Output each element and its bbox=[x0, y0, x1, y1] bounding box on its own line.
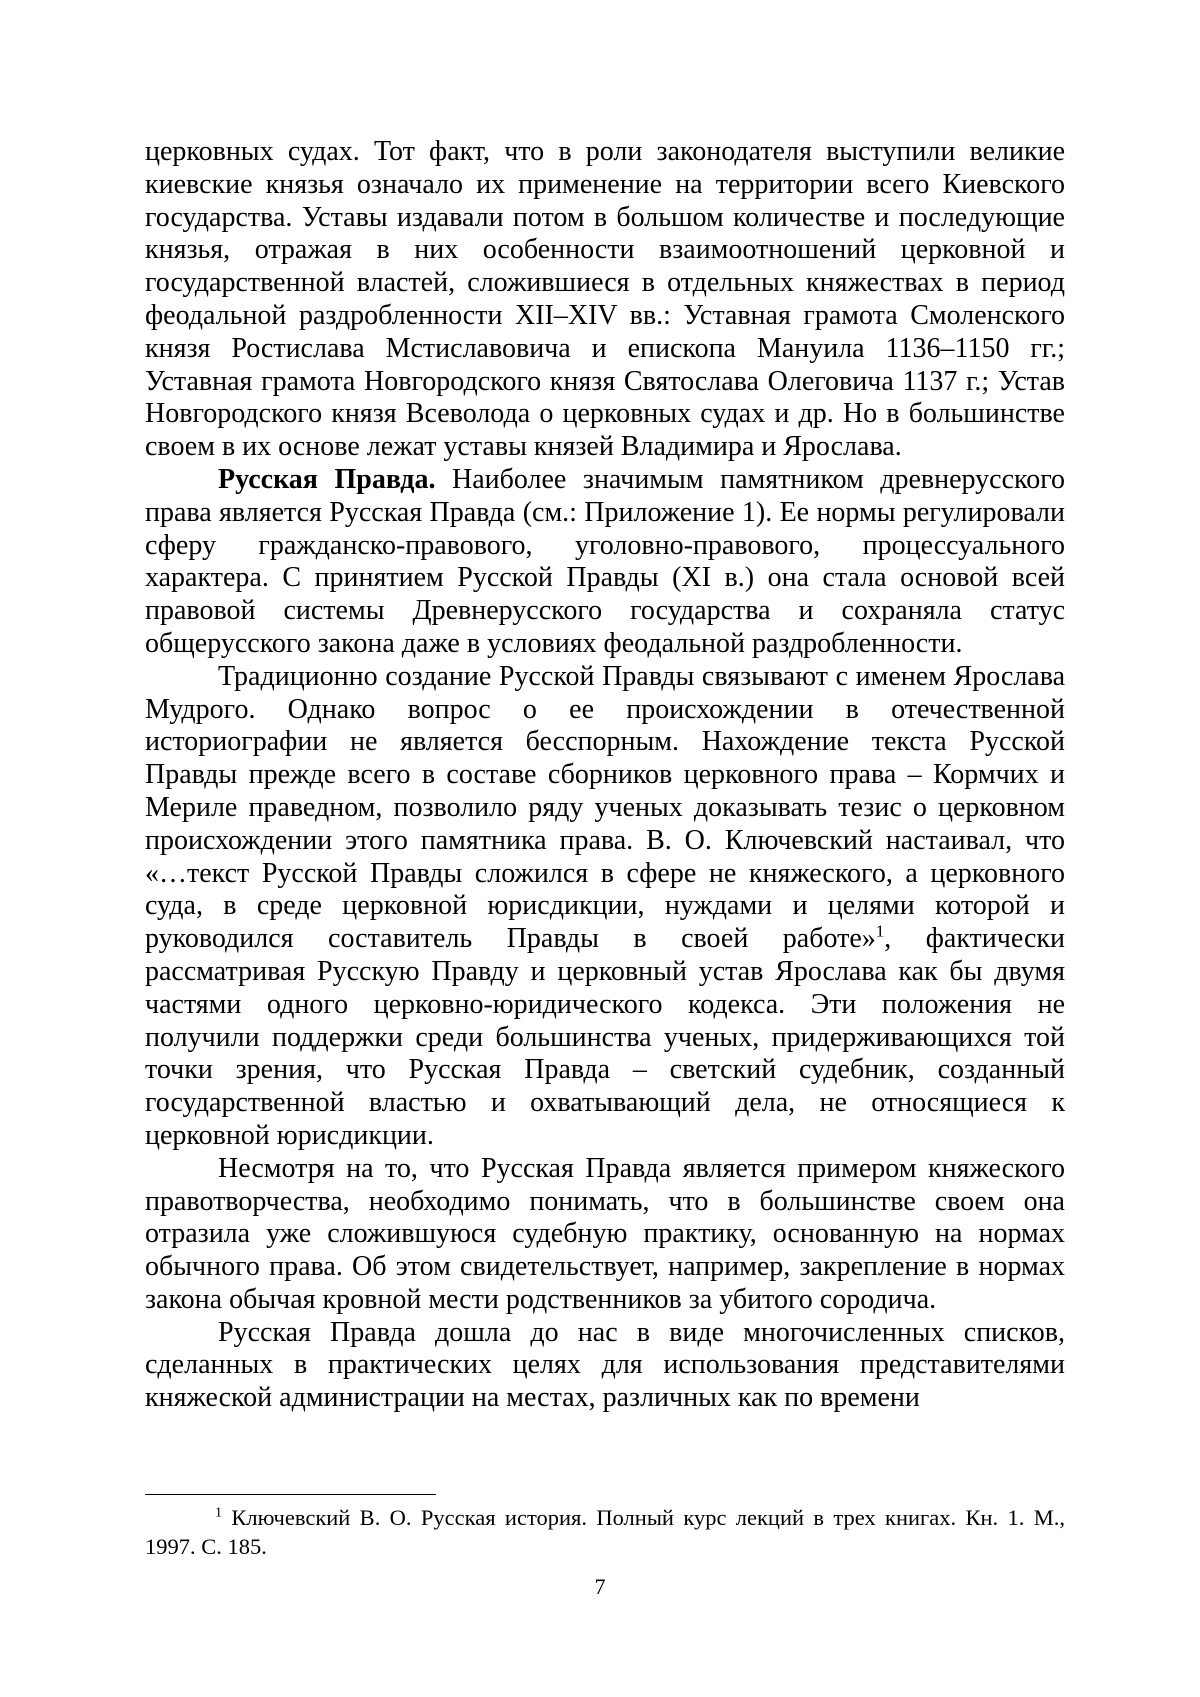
paragraph-text: Традиционно создание Русской Правды связывают с именем Ярослава Мудрого. Однако вопрос о ее происхождении в отечественной историографии не является бесспорным. Нахождение текста Русской Правды прежде всего в составе сборников церковного права – Кормчих и Мериле праведном, позволило ряду ученых доказывать тезис о церковном происхождении этого памятника права. В. О. Ключевский настаивал, что «…текст Русской Правды сложился в сфере не княжеского, а церковного суда, в среде церковной юрисдикции, нуждами и целями которой и руководился составитель Правды в своей работе» bbox=[145, 660, 1065, 955]
paragraph-lists: Русская Правда дошла до нас в виде многочисленных списков, сделанных в практических целях для использования представителями княжеской администрации на местах, различных как по времени bbox=[145, 1316, 1065, 1414]
section-heading: Русская Правда. bbox=[218, 463, 436, 495]
page-number: 7 bbox=[594, 1574, 606, 1599]
footnote-reference[interactable]: 1 bbox=[875, 921, 885, 941]
footnote bbox=[145, 1503, 1065, 1561]
paragraph-text: , фактически рассматривая Русскую Правду и церковный устав Ярослава как бы двумя частями одного церковно-юридического кодекса. Эти положения не получили поддержки среди большинства ученых, придерживающихся той точки зрения, что Русская Правда – светский судебник, созданный государственной властью и охватывающий дела, не относящиеся к церковной юрисдикции. bbox=[145, 923, 1065, 1151]
paragraph-practice: Несмотря на то, что Русская Правда является примером княжеского правотворчества, необходимо понимать, что в большинстве своем она отразила уже сложившуюся судебную практику, основанную на нормах обычного права. Об этом свидетельствует, например, закрепление в нормах закона обычая кровной мести родственников за убитого сородича. bbox=[145, 1152, 1065, 1315]
paragraph-continuation: церковных судах. Тот факт, что в роли законодателя выступили великие киевские князья означало их применение на территории всего Киевского государства. Уставы издавали потом в большом количестве и последующие князья, отражая в них особенности взаимоотношений церковной и государственной властей, сложившиеся в отдельных княжествах в период феодальной раздробленности XII–XIV вв.: Уставная грамота Смоленского князя Ростислава Мстиславовича и епископа Мануила 1136–1150 гг.; Уставная грамота Новгородского князя Святослава Олеговича 1137 г.; Устав Новгородского князя Всеволода о церковных судах и др. Но в большинстве своем в их основе лежат уставы князей Владимира и Ярослава. bbox=[145, 136, 1065, 463]
footnote-divider bbox=[145, 1494, 436, 1495]
footnote-number: 1 bbox=[215, 1505, 222, 1521]
paragraph-russkaya-pravda bbox=[145, 464, 1065, 661]
paragraph-origin bbox=[145, 661, 1065, 1153]
main-text bbox=[145, 136, 1065, 1415]
footnote-text: Ключевский В. О. Русская история. Полный курс лекций в трех книгах. Кн. 1. М., 1997. С. 185. bbox=[145, 1505, 1065, 1559]
page-body bbox=[145, 136, 1065, 1415]
paragraph-text: Наиболее значимым памятником древнерусского права является Русская Правда (см.: Приложение 1). Ее нормы регулировали сферу гражданско-правового, уголовно-правового, процессуального характера. С принятием Русской Правды (XI в.) она стала основой всей правовой системы Древнерусского государства и сохраняла статус общерусского закона даже в условиях феодальной раздробленности. bbox=[145, 463, 1065, 659]
